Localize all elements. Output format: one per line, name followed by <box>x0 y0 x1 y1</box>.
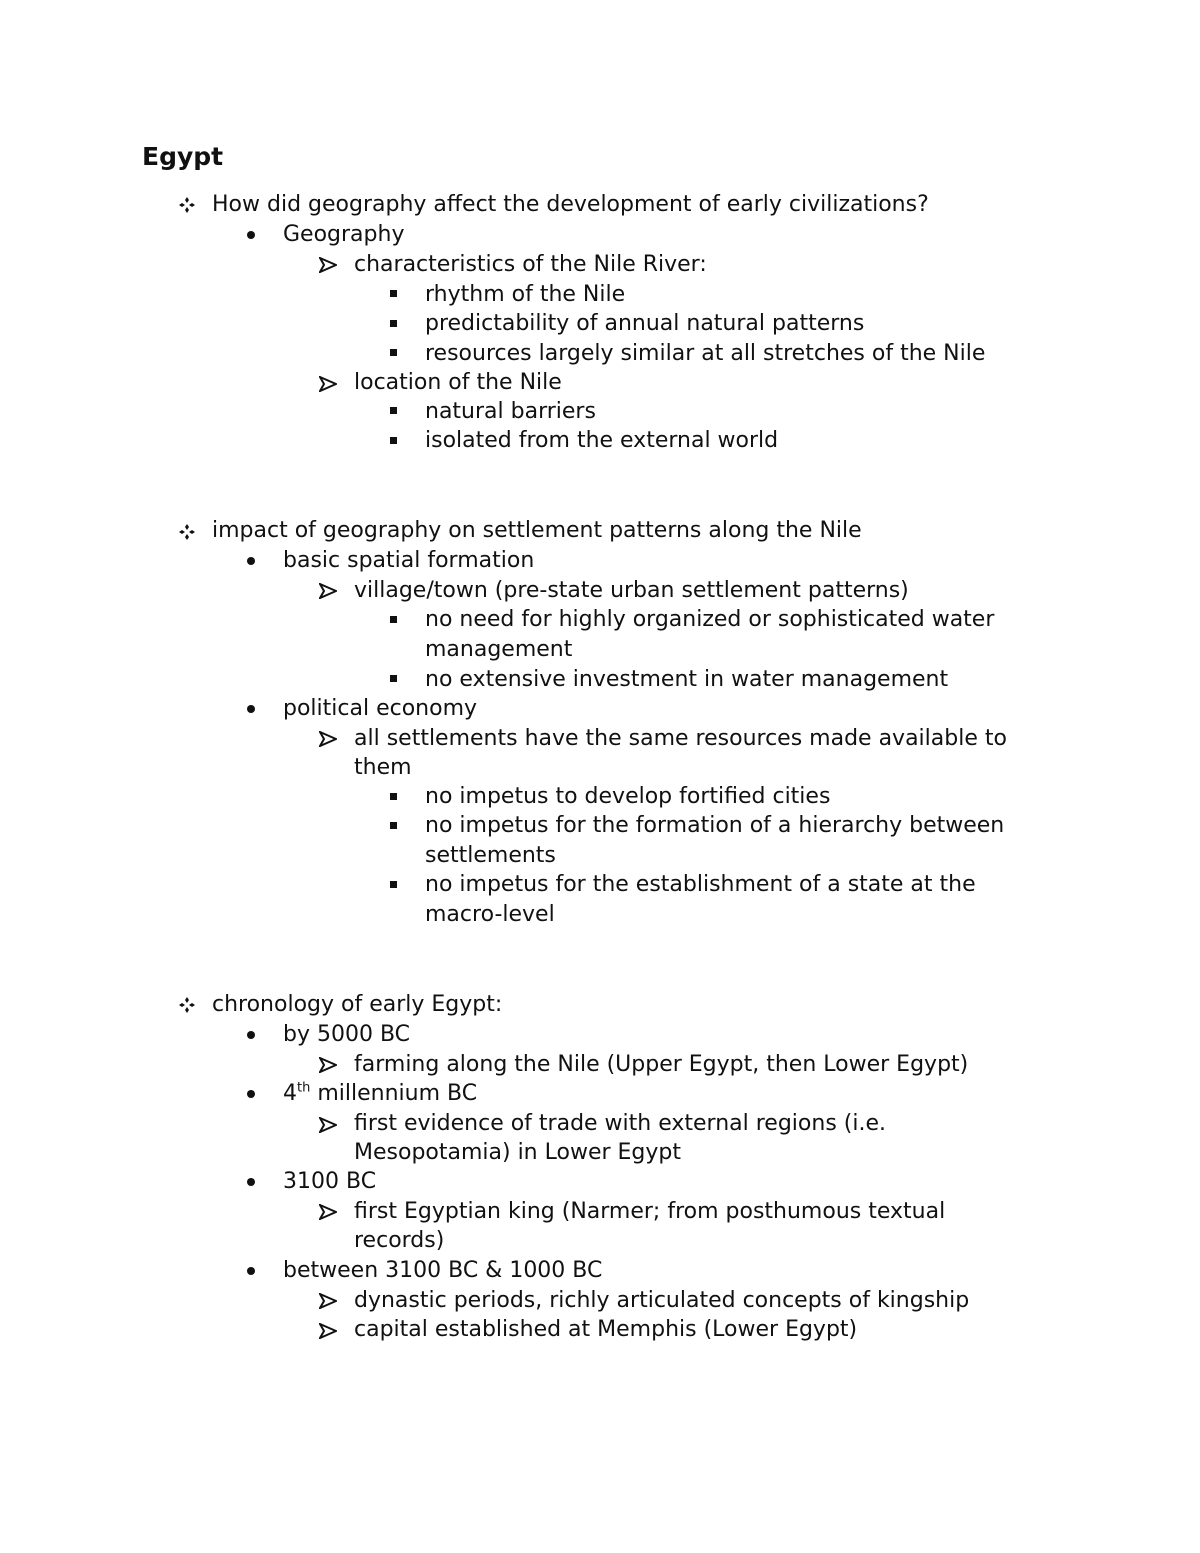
square-bullet-icon <box>390 407 397 414</box>
list-item: location of the Nile <box>354 370 562 395</box>
ordinal-suffix: th <box>297 1080 311 1096</box>
section-3-heading: chronology of early Egypt: <box>212 992 503 1017</box>
arrow-bullet-icon <box>319 583 337 599</box>
square-bullet-icon <box>390 349 397 356</box>
list-item <box>283 1079 477 1109</box>
list-item: political economy <box>283 696 478 721</box>
arrow-bullet-icon <box>319 257 337 273</box>
diamond-bullet-icon <box>178 996 196 1014</box>
square-bullet-icon <box>390 437 397 444</box>
list-item: capital established at Memphis (Lower Egypt) <box>354 1317 858 1342</box>
list-item: all settlements have the same resources made available to <box>354 726 1007 751</box>
list-item: basic spatial formation <box>283 548 535 573</box>
list-item: characteristics of the Nile River: <box>354 252 707 277</box>
list-item: no impetus to develop fortified cities <box>425 784 831 809</box>
list-item-continuation: management <box>425 637 573 662</box>
bullet-dot-icon <box>247 1178 255 1186</box>
square-bullet-icon <box>390 793 397 800</box>
section-1-heading: How did geography affect the development of early civilizations? <box>212 192 929 217</box>
list-item: first evidence of trade with external regions (i.e. <box>354 1111 886 1136</box>
list-item: 3100 BC <box>283 1169 377 1194</box>
list-item: isolated from the external world <box>425 428 779 453</box>
bullet-dot-icon <box>247 705 255 713</box>
bullet-dot-icon <box>247 557 255 565</box>
bullet-dot-icon <box>247 1267 255 1275</box>
arrow-bullet-icon <box>319 1323 337 1339</box>
square-bullet-icon <box>390 675 397 682</box>
square-bullet-icon <box>390 616 397 623</box>
list-item: first Egyptian king (Narmer; from posthumous textual <box>354 1199 946 1224</box>
arrow-bullet-icon <box>319 1117 337 1133</box>
diamond-bullet-icon <box>178 196 196 214</box>
list-item: by 5000 BC <box>283 1022 411 1047</box>
list-item: between 3100 BC & 1000 BC <box>283 1258 603 1283</box>
bullet-dot-icon <box>247 1090 255 1098</box>
list-item: village/town (pre-state urban settlement patterns) <box>354 578 909 603</box>
bullet-dot-icon <box>247 1031 255 1039</box>
arrow-bullet-icon <box>319 1204 337 1220</box>
list-item-continuation: settlements <box>425 843 556 868</box>
list-item: farming along the Nile (Upper Egypt, then Lower Egypt) <box>354 1052 969 1077</box>
list-item: rhythm of the Nile <box>425 282 626 307</box>
page-title: Egypt <box>142 142 224 171</box>
square-bullet-icon <box>390 320 397 327</box>
list-item: natural barriers <box>425 399 596 424</box>
list-item: resources largely similar at all stretches of the Nile <box>425 341 986 366</box>
list-item: no impetus for the formation of a hierarchy between <box>425 813 1005 838</box>
list-item-continuation: them <box>354 755 412 780</box>
list-item: dynastic periods, richly articulated concepts of kingship <box>354 1288 970 1313</box>
list-item-continuation: macro-level <box>425 902 555 927</box>
square-bullet-icon <box>390 881 397 888</box>
arrow-bullet-icon <box>319 1293 337 1309</box>
list-item: predictability of annual natural patterns <box>425 311 865 336</box>
section-2-heading: impact of geography on settlement patterns along the Nile <box>212 518 862 543</box>
list-item-continuation: Mesopotamia) in Lower Egypt <box>354 1140 681 1165</box>
millennium-label: millennium BC <box>310 1081 478 1106</box>
arrow-bullet-icon <box>319 731 337 747</box>
arrow-bullet-icon <box>319 1057 337 1073</box>
list-item-continuation: records) <box>354 1228 445 1253</box>
list-item: no extensive investment in water management <box>425 667 949 692</box>
list-item: no need for highly organized or sophisticated water <box>425 607 995 632</box>
millennium-number: 4 <box>283 1081 297 1106</box>
square-bullet-icon <box>390 290 397 297</box>
arrow-bullet-icon <box>319 376 337 392</box>
square-bullet-icon <box>390 822 397 829</box>
list-item: Geography <box>283 222 405 247</box>
list-item: no impetus for the establishment of a state at the <box>425 872 976 897</box>
diamond-bullet-icon <box>178 523 196 541</box>
bullet-dot-icon <box>247 231 255 239</box>
